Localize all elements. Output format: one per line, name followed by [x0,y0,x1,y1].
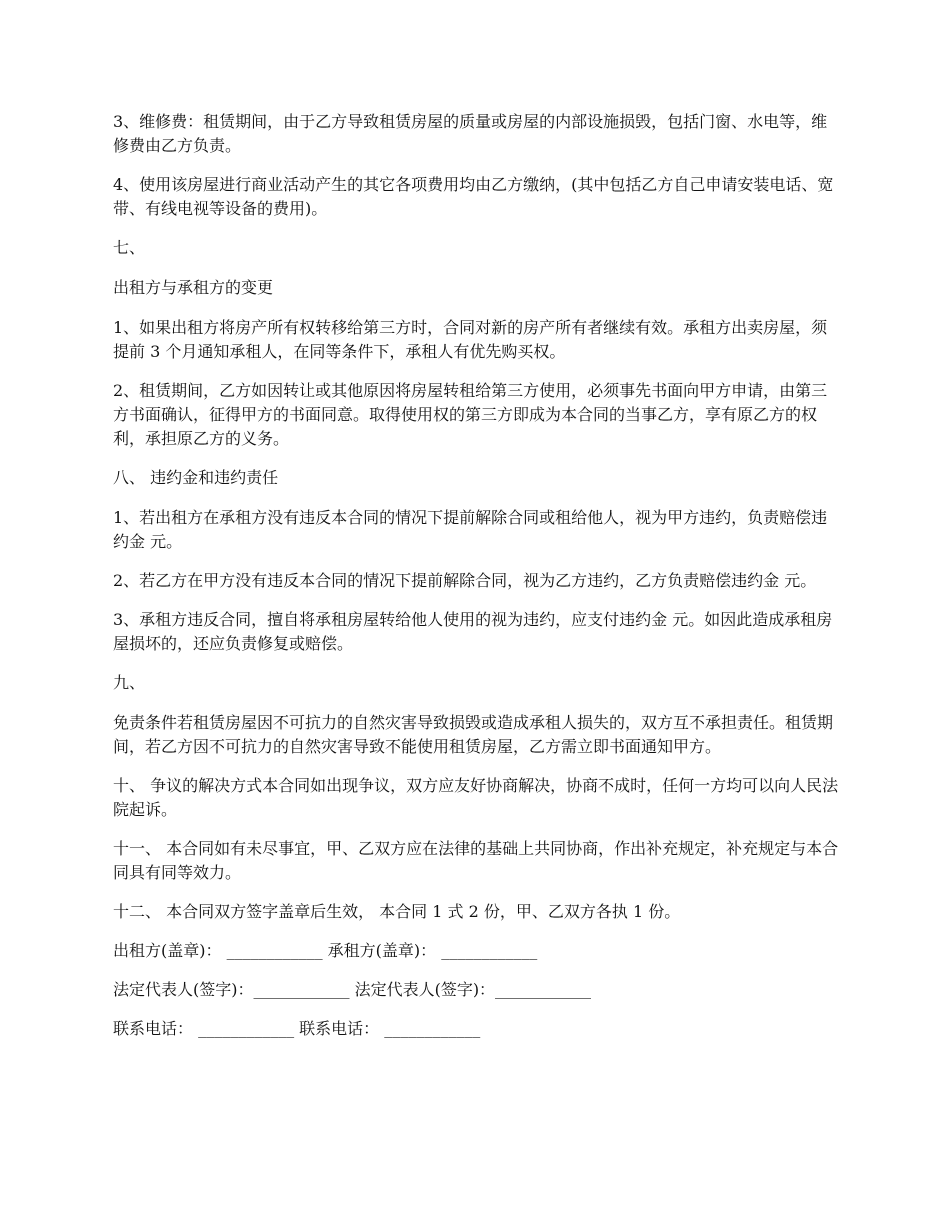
clause-sublease: 2、租赁期间，乙方如因转让或其他原因将房屋转租给第三方使用，必须事先书面向甲方申请，由第三方书面确认，征得甲方的书面同意。取得使用权的第三方即成为本合同的当事乙方，享有原乙方的权利，承担原乙方的义务。 [113,381,828,448]
document-body [113,110,841,1056]
signature-line-representative: 法定代表人(签字)：____________ 法定代表人(签字)：____________ [113,980,592,999]
clause-lessor-breach: 1、若出租方在承租方没有违反本合同的情况下提前解除合同或租给他人，视为甲方违约，负责赔偿违约金 元。 [113,508,828,551]
clause-dispute-resolution: 十、 争议的解决方式本合同如出现争议，双方应友好协商解决，协商不成时，任何一方均可以向人民法院起诉。 [113,776,839,819]
clause-unauthorized-transfer: 3、承租方违反合同，擅自将承租房屋转给他人使用的视为违约，应支付违约金 元。如因此造成承租房屋损坏的，还应负责修复或赔偿。 [113,610,833,653]
clause-supplementary: 十一、 本合同如有未尽事宜，甲、乙双方应在法律的基础上共同协商，作出补充规定，补充规定与本合同具有同等效力。 [113,839,839,882]
signature-line-phone: 联系电话： ____________ 联系电话： ____________ [113,1019,481,1038]
section-heading-seven: 七、 [113,238,146,257]
section-heading-nine: 九、 [113,673,146,692]
clause-maintenance-fee: 3、维修费：租赁期间，由于乙方导致租赁房屋的质量或房屋的内部设施损毁，包括门窗、水电等，维修费由乙方负责。 [113,112,828,155]
section-heading-eight: 八、 违约金和违约责任 [113,468,279,487]
section-title-changes: 出租方与承租方的变更 [113,278,274,297]
clause-other-fees: 4、使用该房屋进行商业活动产生的其它各项费用均由乙方缴纳，(其中包括乙方自己申请安装电话、宽带、有线电视等设备的费用)。 [113,175,834,218]
clause-ownership-transfer: 1、如果出租方将房产所有权转移给第三方时，合同对新的房产所有者继续有效。承租方出卖房屋，须提前 3 个月通知承租人，在同等条件下，承租人有优先购买权。 [113,318,828,361]
signature-line-seal: 出租方(盖章)： ____________ 承租方(盖章)： ____________ [113,941,538,960]
clause-force-majeure: 免责条件若租赁房屋因不可抗力的自然灾害导致损毁或造成承租人损失的，双方互不承担责任。租赁期间，若乙方因不可抗力的自然灾害导致不能使用租赁房屋，乙方需立即书面通知甲方。 [113,713,834,756]
clause-effectiveness: 十二、 本合同双方签字盖章后生效， 本合同 1 式 2 份，甲、乙双方各执 1 份。 [113,902,681,921]
clause-lessee-breach: 2、若乙方在甲方没有违反本合同的情况下提前解除合同，视为乙方违约，乙方负责赔偿违约金 元。 [113,571,817,590]
